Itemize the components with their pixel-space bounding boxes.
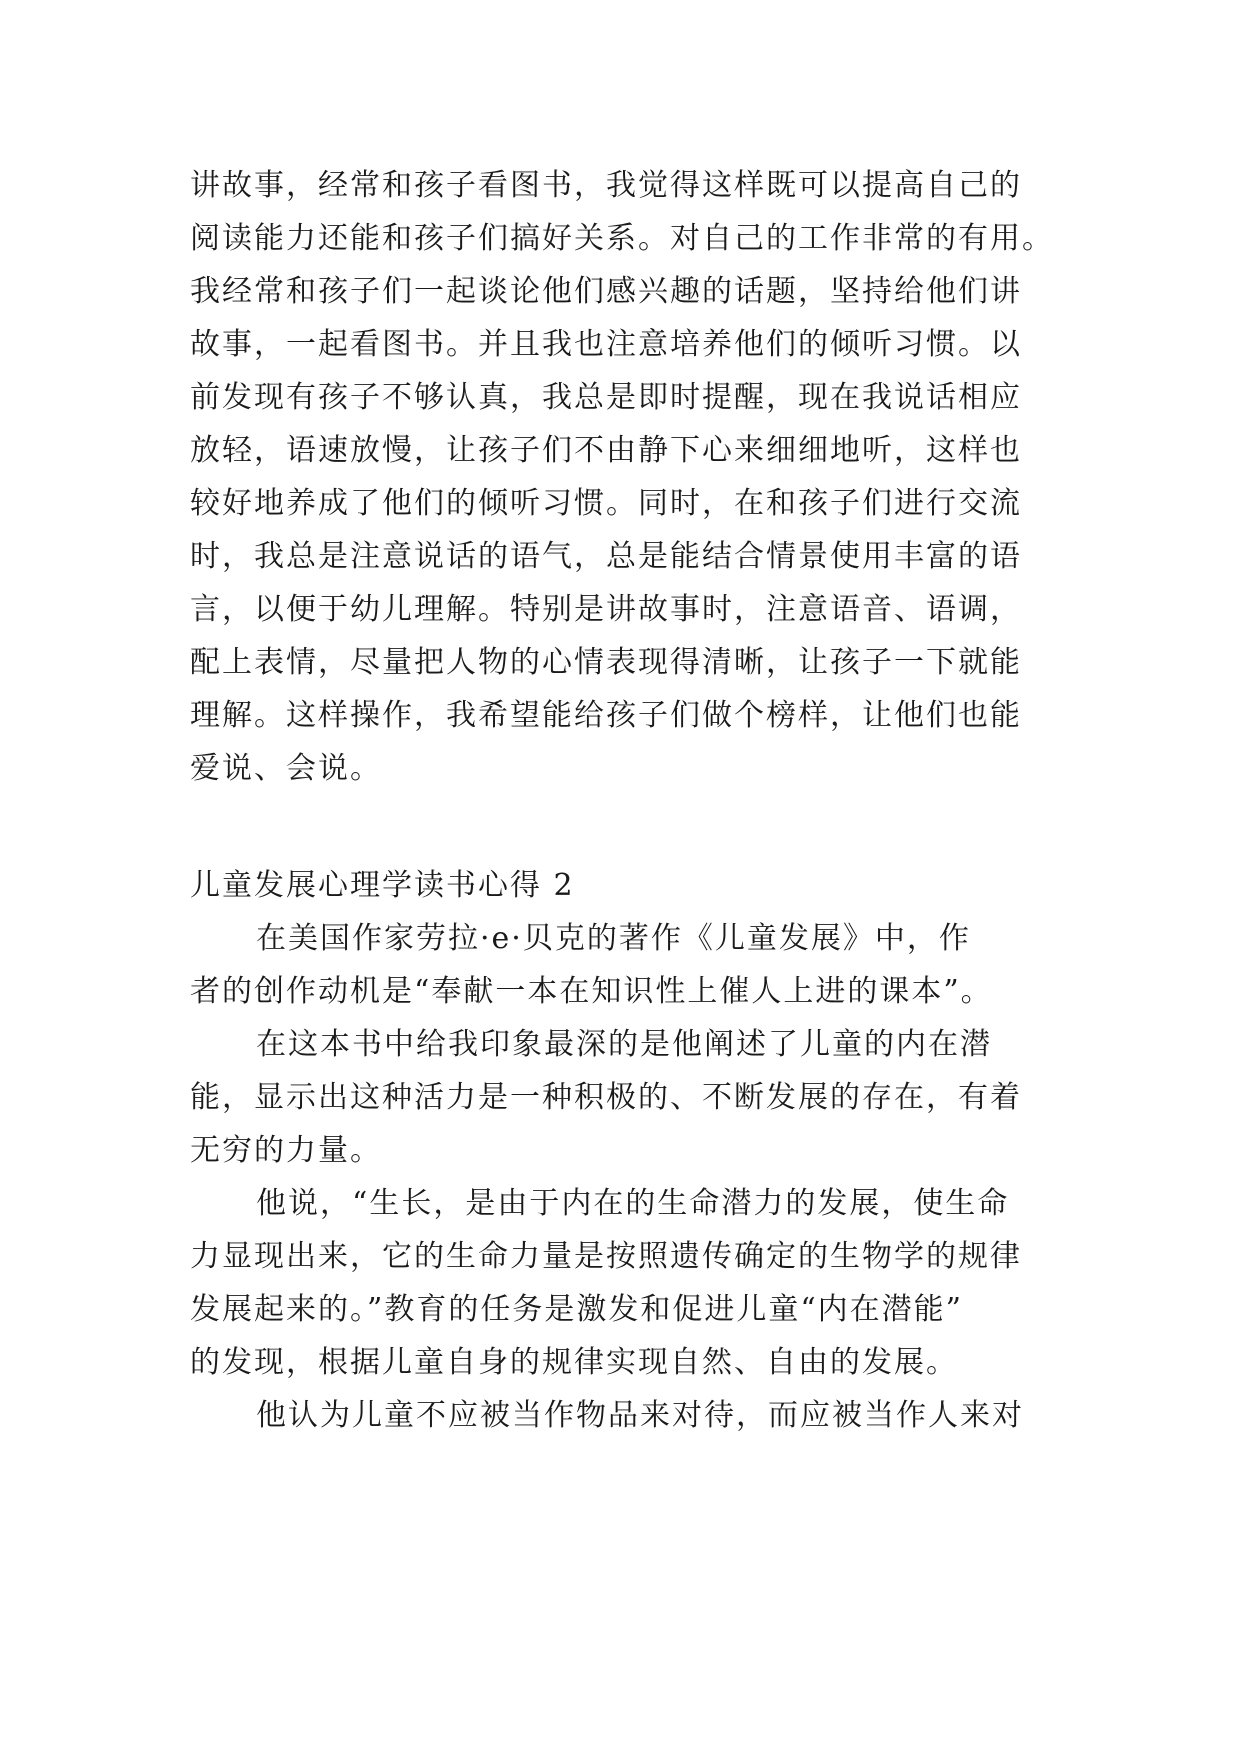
text-line: 无穷的力量。: [190, 1133, 382, 1168]
text-line: 理解。这样操作，我希望能给孩子们做个榜样，让他们也能: [190, 698, 1022, 733]
text-line: 讲故事，经常和孩子看图书，我觉得这样既可以提高自己的: [190, 168, 1022, 203]
text-line: 配上表情，尽量把人物的心情表现得清晰，让孩子一下就能: [190, 645, 1022, 680]
text-line: 的发现，根据儿童自身的规律实现自然、自由的发展。: [190, 1345, 958, 1380]
section-heading: 儿童发展心理学读书心得 2: [190, 868, 575, 903]
paragraph-first-line: 在美国作家劳拉·e·贝克的著作《儿童发展》中，作: [256, 921, 971, 956]
text-line: 时，我总是注意说话的语气，总是能结合情景使用丰富的语: [190, 539, 1022, 574]
text-line: 发展起来的。”教育的任务是激发和促进儿童“内在潜能”: [190, 1292, 964, 1327]
paragraph-first-line: 他认为儿童不应被当作物品来对待，而应被当作人来对: [256, 1398, 1024, 1433]
text-line: 言，以便于幼儿理解。特别是讲故事时，注意语音、语调，: [190, 592, 1022, 627]
text-line: 放轻，语速放慢，让孩子们不由静下心来细细地听，这样也: [190, 433, 1022, 468]
text-line: 较好地养成了他们的倾听习惯。同时，在和孩子们进行交流: [190, 486, 1022, 521]
text-line: 力显现出来，它的生命力量是按照遗传确定的生物学的规律: [190, 1239, 1022, 1274]
paragraph-first-line: 他说，“生长，是由于内在的生命潜力的发展，使生命: [256, 1186, 1010, 1221]
text-line: 爱说、会说。: [190, 751, 382, 786]
text-line: 故事，一起看图书。并且我也注意培养他们的倾听习惯。以: [190, 327, 1022, 362]
text-line: 者的创作动机是“奉献一本在知识性上催人上进的课本”。: [190, 974, 993, 1009]
text-line: 阅读能力还能和孩子们搞好关系。对自己的工作非常的有用。: [190, 221, 1054, 256]
paragraph-first-line: 在这本书中给我印象最深的是他阐述了儿童的内在潜: [256, 1027, 992, 1062]
text-line: 我经常和孩子们一起谈论他们感兴趣的话题，坚持给他们讲: [190, 274, 1022, 309]
text-line: 能，显示出这种活力是一种积极的、不断发展的存在，有着: [190, 1080, 1022, 1115]
text-line: 前发现有孩子不够认真，我总是即时提醒，现在我说话相应: [190, 380, 1022, 415]
